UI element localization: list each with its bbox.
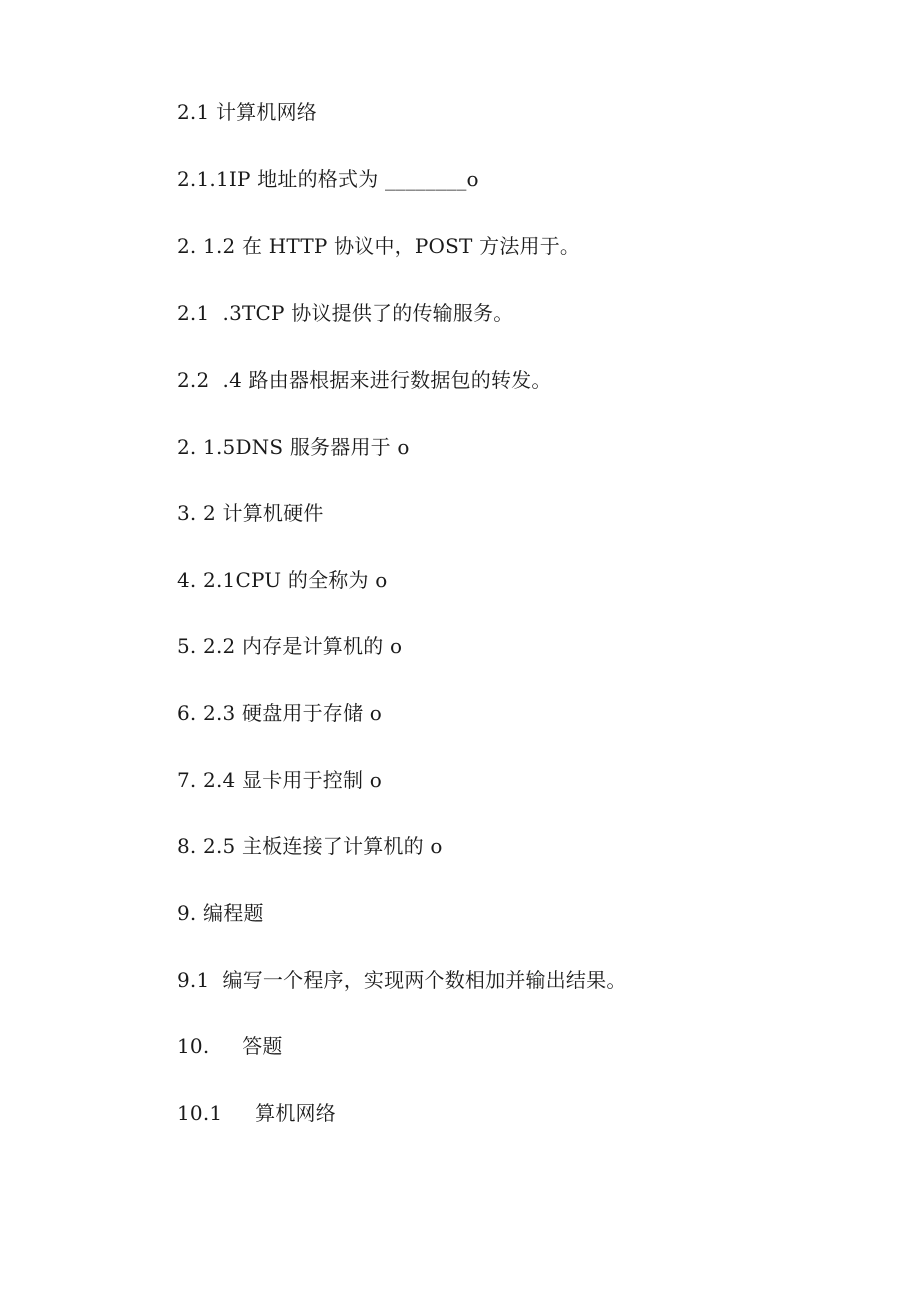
question-2-1-2: 2. 1.2 在 HTTP 协议中，POST 方法用于。 xyxy=(177,234,581,258)
question-6-2-3: 6. 2.3 硬盘用于存储 o xyxy=(177,701,383,725)
question-2-1-1: 2.1.1IP 地址的格式为 ________o xyxy=(177,167,479,191)
question-4-2-1: 4. 2.1CPU 的全称为 o xyxy=(177,568,388,592)
question-2-2-4: 2.2 .4 路由器根据来进行数据包的转发。 xyxy=(177,368,552,392)
section-heading-10-1: 10.1 算机网络 xyxy=(177,1101,336,1125)
question-2-1-3: 2.1 .3TCP 协议提供了的传输服务。 xyxy=(177,301,514,325)
question-7-2-4: 7. 2.4 显卡用于控制 o xyxy=(177,768,383,792)
section-heading-2-1: 2.1 计算机网络 xyxy=(177,100,317,124)
question-2-1-5: 2. 1.5DNS 服务器用于 o xyxy=(177,435,410,459)
section-heading-10: 10. 答题 xyxy=(177,1034,283,1058)
section-heading-3-2: 3. 2 计算机硬件 xyxy=(177,501,324,525)
question-5-2-2: 5. 2.2 内存是计算机的 o xyxy=(177,634,403,658)
section-heading-9: 9. 编程题 xyxy=(177,901,264,925)
question-8-2-5: 8. 2.5 主板连接了计算机的 o xyxy=(177,834,443,858)
question-9-1: 9.1 编写一个程序，实现两个数相加并输出结果。 xyxy=(177,968,627,992)
